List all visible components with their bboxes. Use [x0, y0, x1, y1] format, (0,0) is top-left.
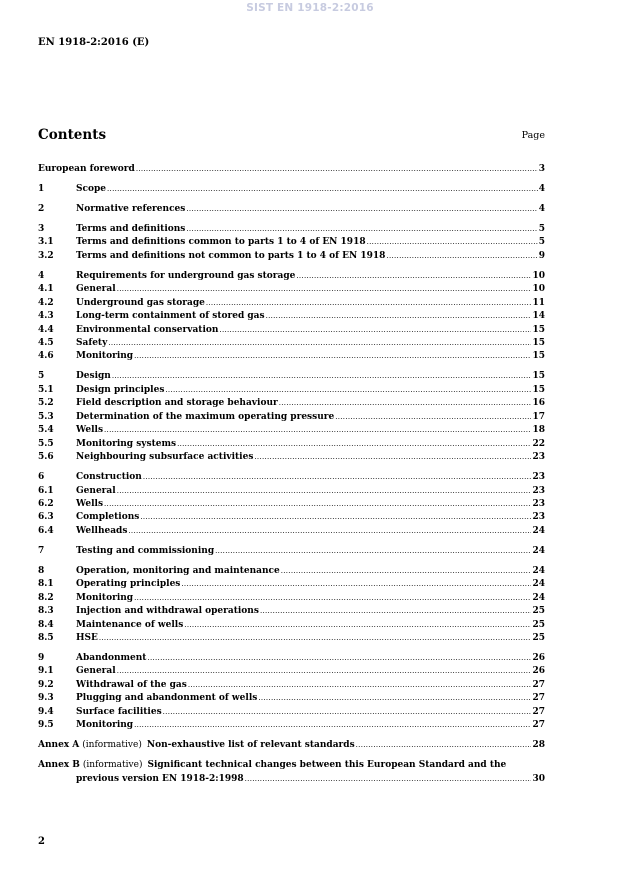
toc-entries: [38, 163, 545, 733]
toc-entry-title: Field description and storage behaviour: [76, 398, 278, 409]
toc-entry-page: 14: [532, 311, 545, 322]
toc-entry-title: General: [76, 485, 116, 496]
annex-a-label: Annex A: [38, 740, 80, 751]
annex-a-informative: (informative): [82, 740, 142, 751]
toc-entry[interactable]: [38, 337, 545, 350]
toc-leader-dots: [147, 652, 531, 665]
toc-entry-page: 26: [532, 666, 545, 677]
toc-entry-title: Scope: [76, 183, 107, 194]
toc-leader-dots: [117, 665, 532, 678]
toc-entry[interactable]: [38, 511, 545, 524]
toc-leader-dots: [281, 565, 532, 578]
toc-entry-page: 4: [538, 183, 545, 194]
toc-leader-dots: [134, 719, 531, 732]
toc-entry-page: 15: [532, 324, 545, 335]
toc-entry[interactable]: [38, 498, 545, 511]
toc-leader-dots: [128, 525, 531, 538]
toc-entry[interactable]: [38, 397, 545, 410]
toc-entry-page: 5: [538, 237, 545, 248]
toc-entry-title: European foreword: [38, 164, 135, 174]
toc-entry-number: 9.3: [38, 693, 54, 704]
toc-entry[interactable]: [38, 525, 545, 538]
toc-entry[interactable]: [38, 370, 545, 383]
toc-entry-number: 4.1: [38, 284, 54, 295]
toc-entry-number: 9.1: [38, 666, 54, 677]
toc-entry[interactable]: [38, 565, 545, 578]
toc-entry-page: 23: [532, 498, 545, 509]
toc-leader-dots: [107, 183, 538, 196]
toc-entry-page: 23: [532, 512, 545, 523]
toc-entry-title: HSE: [76, 633, 98, 644]
toc-entry-number: 6.4: [38, 525, 54, 536]
page-column-label: Page: [521, 130, 545, 141]
toc-leader-dots: [184, 619, 531, 632]
toc-entry-title: Neighbouring subsurface activities: [76, 452, 254, 463]
toc-leader-dots: [206, 297, 532, 310]
toc-entry[interactable]: [38, 283, 545, 296]
toc-entry-title: Terms and definitions common to parts 1 to 4 of EN 1918: [76, 237, 366, 248]
toc-entry[interactable]: [38, 270, 545, 283]
toc-entry-number: 8: [38, 565, 45, 576]
toc-entry-page: 27: [532, 706, 545, 717]
toc-entry-title: Wellheads: [76, 525, 128, 536]
toc-leader-dots: [356, 739, 532, 752]
toc-leader-dots: [177, 438, 531, 451]
toc-leader-dots: [219, 324, 531, 337]
toc-entry-number: 8.2: [38, 592, 54, 603]
toc-entry-title: Monitoring: [76, 351, 134, 362]
toc-entry-page: 25: [532, 619, 545, 630]
toc-leader-dots: [367, 236, 538, 249]
annex-a-page: 28: [532, 740, 545, 751]
toc-entry-number: 8.4: [38, 619, 54, 630]
page-number: 2: [38, 836, 45, 847]
toc-entry-page: 11: [532, 297, 545, 308]
toc-entry-page: 23: [532, 452, 545, 463]
toc-leader-dots: [245, 773, 532, 786]
toc-leader-dots: [117, 485, 532, 498]
toc-entry-title: Design: [76, 371, 111, 382]
toc-entry[interactable]: [38, 384, 545, 397]
toc-entry-title: Underground gas storage: [76, 297, 205, 308]
toc-entry-title: Abandonment: [76, 653, 147, 663]
toc-entry-title: Terms and definitions: [76, 223, 186, 234]
annex-b-title-line1: Significant technical changes between this European Standard and the: [147, 760, 507, 771]
toc-leader-dots: [386, 250, 537, 263]
toc-entry-title: Injection and withdrawal operations: [76, 606, 259, 617]
toc-leader-dots: [165, 384, 531, 397]
toc-entry-page: 25: [532, 606, 545, 617]
toc-entry-title: Long-term containment of stored gas: [76, 311, 265, 322]
toc-entry-page: 23: [532, 485, 545, 496]
toc-entry-page: 17: [532, 411, 545, 422]
toc-entry-title: Withdrawal of the gas: [76, 679, 187, 690]
toc-entry[interactable]: [38, 605, 545, 618]
toc-entry-number: 5.3: [38, 411, 54, 422]
toc-entry-number: 9.5: [38, 720, 54, 731]
toc-entry-title: General: [76, 284, 116, 295]
toc-entry-page: 5: [538, 223, 545, 234]
toc-entry[interactable]: [38, 471, 545, 484]
toc-entry-title: Determination of the maximum operating pressure: [76, 411, 335, 422]
toc-entry-page: 15: [532, 384, 545, 395]
toc-entry-page: 10: [532, 270, 545, 281]
toc-entry-title: Terms and definitions not common to parts 1 to 4 of EN 1918: [76, 250, 386, 261]
toc-entry-number: 5.2: [38, 398, 54, 409]
toc-entry-title: Monitoring systems: [76, 438, 177, 449]
toc-leader-dots: [258, 692, 531, 705]
toc-entry-number: 4.4: [38, 324, 54, 335]
toc-leader-dots: [215, 545, 531, 558]
toc-leader-dots: [260, 605, 532, 618]
toc-entry-number: 4.2: [38, 297, 54, 308]
toc-entry-number: 9.2: [38, 679, 54, 690]
toc-entry-page: 26: [532, 653, 545, 663]
toc-entry-number: 5.5: [38, 438, 54, 449]
toc-leader-dots: [143, 471, 532, 484]
toc-entry[interactable]: [38, 411, 545, 424]
toc-leader-dots: [104, 424, 531, 437]
toc-entry-number: 4.3: [38, 311, 54, 322]
toc-entry-page: 18: [532, 425, 545, 436]
toc-entry-title: General: [76, 666, 116, 677]
toc-leader-dots: [108, 337, 531, 350]
toc-entry[interactable]: [38, 438, 545, 451]
toc-entry[interactable]: [38, 619, 545, 632]
toc-entry-number: 3.2: [38, 250, 54, 261]
toc-leader-dots: [134, 350, 531, 363]
toc-entry-title: Construction: [76, 472, 142, 483]
toc-entry-title: Completions: [76, 512, 140, 523]
annex-b-title-line2: previous version EN 1918-2:1998: [76, 773, 244, 784]
toc-leader-dots: [254, 451, 531, 464]
toc-entry[interactable]: [38, 297, 545, 310]
toc-entry-page: 22: [532, 438, 545, 449]
toc-entry-number: 5.6: [38, 452, 54, 463]
toc-entry-title: Monitoring: [76, 592, 134, 603]
toc-entry-annex-b[interactable]: [38, 759, 545, 786]
toc-entry-page: 9: [538, 250, 545, 261]
toc-leader-dots: [104, 498, 531, 511]
toc-entry-page: 25: [532, 633, 545, 644]
toc-entry[interactable]: [38, 250, 545, 263]
toc-entry[interactable]: [38, 350, 545, 363]
toc-entry-page: 10: [532, 284, 545, 295]
toc-entry-title: Plugging and abandonment of wells: [76, 693, 258, 704]
toc-entry-number: 6.2: [38, 498, 54, 509]
toc-entry-page: 3: [538, 164, 545, 174]
toc-entry-number: 7: [38, 545, 45, 556]
toc-entry-page: 16: [532, 398, 545, 409]
toc-entry-number: 9: [38, 653, 45, 663]
document-identifier: EN 1918-2:2016 (E): [38, 37, 150, 48]
toc-entry-number: 4.5: [38, 337, 54, 348]
toc-leader-dots: [181, 578, 531, 591]
toc-entry-number: 9.4: [38, 706, 54, 717]
toc-leader-dots: [134, 592, 531, 605]
toc-entry[interactable]: [38, 236, 545, 249]
toc-entry[interactable]: [38, 578, 545, 591]
toc-entry-page: 24: [532, 525, 545, 536]
toc-entry[interactable]: [38, 310, 545, 323]
toc-entry-number: 2: [38, 203, 45, 214]
toc-entry-title: Requirements for underground gas storage: [76, 270, 296, 281]
toc-leader-dots: [335, 411, 531, 424]
toc-entry-title: Safety: [76, 337, 108, 348]
toc-entry-number: 3.1: [38, 237, 54, 248]
contents-heading: Contents: [38, 127, 107, 143]
toc-leader-dots: [186, 203, 537, 216]
toc-entry-number: 5.1: [38, 384, 54, 395]
toc-leader-dots: [112, 370, 532, 383]
toc-entry[interactable]: [38, 183, 545, 196]
toc-entry[interactable]: [38, 324, 545, 337]
toc-leader-dots: [117, 283, 532, 296]
toc-entry-number: 6: [38, 472, 45, 483]
toc-entry-page: 27: [532, 693, 545, 704]
toc-entry[interactable]: [38, 545, 545, 558]
toc-entry[interactable]: [38, 223, 545, 236]
toc-entry[interactable]: [38, 451, 545, 464]
toc-entry-number: 8.1: [38, 579, 54, 590]
toc-entry-title: Operating principles: [76, 579, 181, 590]
toc-entry-title: Operation, monitoring and maintenance: [76, 565, 280, 576]
toc-leader-dots: [186, 223, 537, 236]
toc-entry-number: 4.6: [38, 351, 54, 362]
toc-entry[interactable]: [38, 592, 545, 605]
toc-entry[interactable]: [38, 632, 545, 645]
toc-leader-dots: [296, 270, 531, 283]
toc-leader-dots: [99, 632, 532, 645]
toc-leader-dots: [163, 706, 532, 719]
toc-entry[interactable]: [38, 652, 545, 665]
toc-leader-dots: [136, 163, 538, 176]
toc-entry-page: 24: [532, 545, 545, 556]
toc-entry-title: Surface facilities: [76, 706, 162, 717]
toc-entry-number: 6.3: [38, 512, 54, 523]
toc-entry[interactable]: [38, 719, 545, 732]
toc-entry-number: 4: [38, 270, 45, 281]
watermark: SIST EN 1918-2:2016: [246, 2, 374, 14]
annex-b-label: Annex B: [38, 760, 80, 771]
toc-entry[interactable]: [38, 163, 545, 176]
toc-entry-title: Wells: [76, 498, 104, 509]
toc-entry-title: Testing and commissioning: [76, 545, 215, 556]
annex-b-page: 30: [532, 773, 545, 784]
toc-entry-title: Normative references: [76, 203, 186, 214]
toc-entry-page: 24: [532, 592, 545, 603]
toc-entry[interactable]: [38, 706, 545, 719]
toc-entry-title: Environmental conservation: [76, 324, 219, 335]
toc-entry-number: 8.3: [38, 606, 54, 617]
toc-entry[interactable]: [38, 203, 545, 216]
toc-entry-title: Wells: [76, 425, 104, 436]
toc-entry-annex-a[interactable]: [38, 739, 545, 752]
toc-entry[interactable]: [38, 679, 545, 692]
toc-entry-title: Maintenance of wells: [76, 619, 184, 630]
toc-entry-number: 8.5: [38, 633, 54, 644]
toc-entry-page: 15: [532, 337, 545, 348]
toc-leader-dots: [140, 511, 531, 524]
toc-entry-page: 15: [532, 351, 545, 362]
toc-leader-dots: [266, 310, 532, 323]
toc-leader-dots: [279, 397, 532, 410]
toc-entry-number: 3: [38, 223, 45, 234]
toc-entry-page: 27: [532, 679, 545, 690]
table-of-contents: [38, 163, 545, 786]
toc-entry-page: 24: [532, 579, 545, 590]
toc-entry-number: 1: [38, 183, 45, 194]
toc-entry-number: 5: [38, 371, 45, 382]
toc-entry[interactable]: [38, 692, 545, 705]
toc-entry-number: 5.4: [38, 425, 54, 436]
toc-entry-title: Monitoring: [76, 720, 134, 731]
toc-entry[interactable]: [38, 665, 545, 678]
toc-leader-dots: [188, 679, 532, 692]
toc-entry[interactable]: [38, 485, 545, 498]
toc-entry-number: 6.1: [38, 485, 54, 496]
toc-entry-page: 27: [532, 720, 545, 731]
annex-b-informative: (informative): [82, 760, 143, 771]
toc-entry-title: Design principles: [76, 384, 165, 395]
toc-entry-page: 24: [532, 565, 545, 576]
annex-a-title: Non-exhaustive list of relevant standards: [146, 740, 355, 751]
toc-entry[interactable]: [38, 424, 545, 437]
toc-entry-page: 4: [538, 203, 545, 214]
toc-entry-page: 23: [532, 472, 545, 483]
toc-entry-page: 15: [532, 371, 545, 382]
